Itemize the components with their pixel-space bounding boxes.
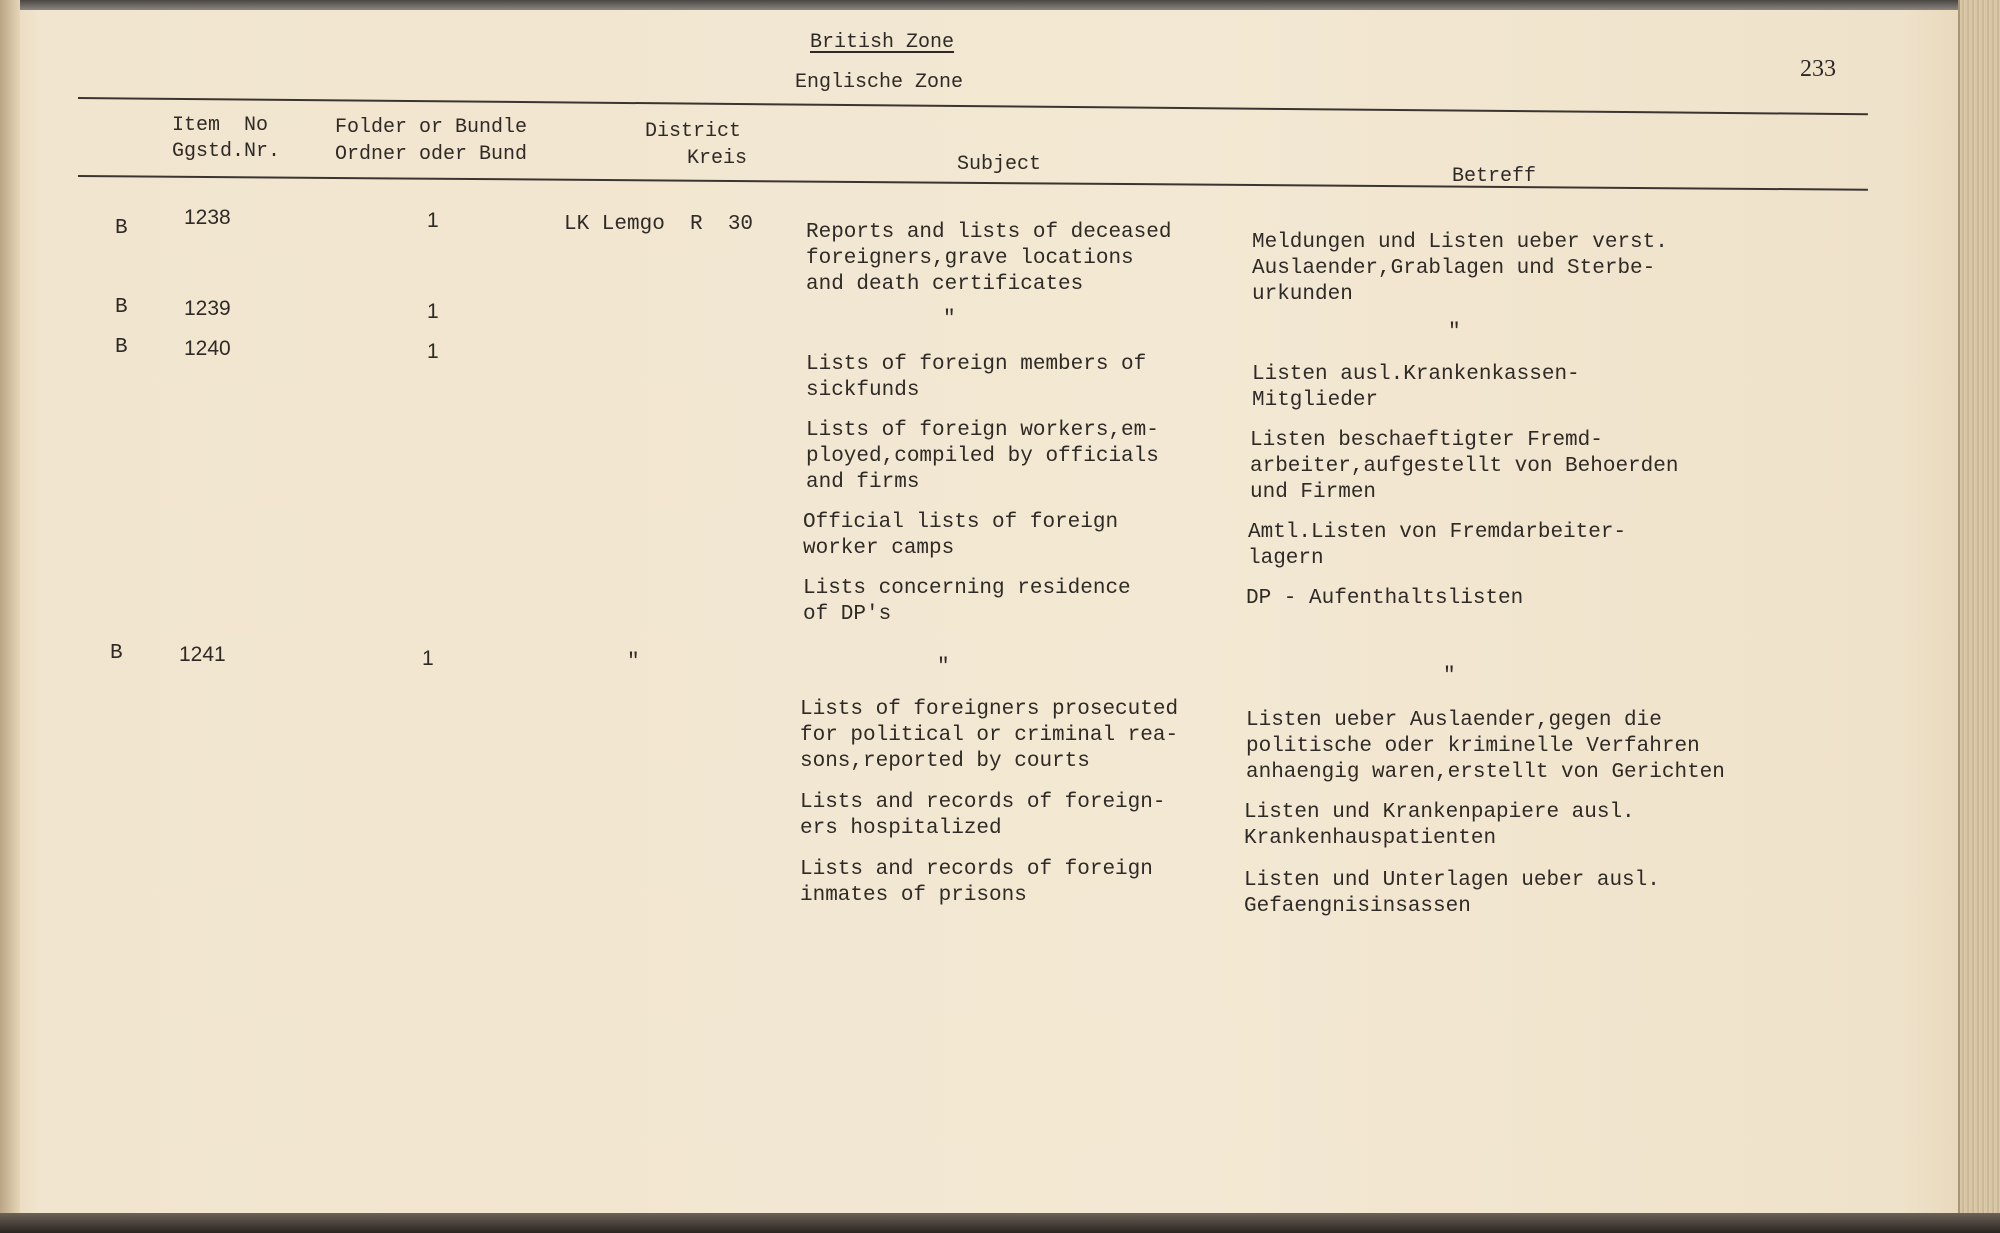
subject-8-line-3: sons,reported by courts [800, 750, 1090, 773]
subject-5-line-1: Official lists of foreign [803, 511, 1119, 534]
betreff-5-line-1: Amtl.Listen von Fremdarbeiter- [1248, 521, 1627, 544]
row-1238-district: LK Lemgo R 30 [564, 213, 754, 236]
betreff-9-line-2: Krankenhauspatienten [1244, 827, 1497, 850]
row-1240-folder: 1 [427, 340, 439, 363]
row-1240-item: 1240 [184, 337, 231, 360]
col-betreff: Betreff [1452, 165, 1537, 188]
subject-3-line-2: sickfunds [806, 379, 920, 402]
book-spine [0, 0, 20, 1233]
subject-2-ditto: " [943, 308, 956, 331]
subject-4-line-1: Lists of foreign workers,em- [806, 419, 1159, 442]
betreff-2-ditto: " [1448, 321, 1461, 344]
col-district-de: Kreis [687, 147, 748, 170]
betreff-3-line-1: Listen ausl.Krankenkassen- [1252, 363, 1580, 386]
row-1241-district-ditto: " [627, 651, 640, 674]
subject-3-line-1: Lists of foreign members of [806, 353, 1147, 376]
col-folder-en: Folder or Bundle [335, 116, 528, 139]
betreff-4-line-1: Listen beschaeftigter Fremd- [1250, 429, 1603, 452]
betreff-10-line-1: Listen und Unterlagen ueber ausl. [1244, 869, 1660, 892]
col-item-no: Item No [172, 114, 269, 137]
betreff-10-line-2: Gefaengnisinsassen [1244, 895, 1471, 918]
col-ggstd-nr: Ggstd.Nr. [172, 140, 281, 163]
betreff-8-line-3: anhaengig waren,erstellt von Gerichten [1246, 761, 1725, 784]
row-1238-letter: B [115, 217, 128, 240]
betreff-4-line-3: und Firmen [1250, 481, 1377, 504]
betreff-5-line-2: lagern [1248, 547, 1324, 570]
subject-6-line-2: of DP's [803, 603, 892, 626]
row-1239-letter: B [115, 296, 128, 319]
subject-9-line-2: ers hospitalized [800, 817, 1002, 840]
subject-10-line-1: Lists and records of foreign [800, 858, 1153, 881]
page-top-edge [0, 0, 2000, 10]
col-folder-de: Ordner oder Bund [335, 143, 528, 166]
betreff-1-line-3: urkunden [1252, 283, 1353, 306]
betreff-1-line-1: Meldungen und Listen ueber verst. [1252, 231, 1668, 254]
row-1238-folder: 1 [427, 209, 439, 232]
subject-4-line-2: ployed,compiled by officials [806, 445, 1159, 468]
zone-title-de: Englische Zone [795, 71, 964, 94]
row-1239-item: 1239 [184, 297, 231, 320]
betreff-8-line-1: Listen ueber Auslaender,gegen die [1246, 709, 1662, 732]
col-subject: Subject [957, 153, 1042, 176]
subject-1-line-2: foreigners,grave locations [806, 247, 1134, 270]
subject-10-line-2: inmates of prisons [800, 884, 1027, 907]
row-1241-item: 1241 [179, 643, 226, 666]
betreff-1-line-2: Auslaender,Grablagen und Sterbe- [1252, 257, 1656, 280]
row-1241-folder: 1 [422, 647, 434, 670]
page-number: 233 [1800, 56, 1836, 82]
header-top-rule [78, 97, 1868, 115]
subject-1-line-3: and death certificates [806, 273, 1084, 296]
subject-4-line-3: and firms [806, 471, 920, 494]
subject-9-line-1: Lists and records of foreign- [800, 791, 1166, 814]
subject-7-ditto: " [937, 656, 950, 679]
betreff-6-line-1: DP - Aufenthaltslisten [1246, 587, 1524, 610]
page-edges [1958, 0, 2000, 1233]
row-1239-folder: 1 [427, 300, 439, 323]
betreff-3-line-2: Mitglieder [1252, 389, 1379, 412]
betreff-7-ditto: " [1443, 665, 1456, 688]
betreff-9-line-1: Listen und Krankenpapiere ausl. [1244, 801, 1635, 824]
betreff-8-line-2: politische oder kriminelle Verfahren [1246, 735, 1700, 758]
row-1238-item: 1238 [184, 206, 231, 229]
subject-8-line-2: for political or criminal rea- [800, 724, 1179, 747]
row-1240-letter: B [115, 336, 128, 359]
col-district-en: District [645, 120, 742, 143]
subject-6-line-1: Lists concerning residence [803, 577, 1131, 600]
row-1241-letter: B [110, 642, 123, 665]
subject-8-line-1: Lists of foreigners prosecuted [800, 698, 1179, 721]
subject-1-line-1: Reports and lists of deceased [806, 221, 1172, 244]
page-bottom-edge [0, 1213, 2000, 1233]
subject-5-line-2: worker camps [803, 537, 955, 560]
zone-title-en: British Zone [810, 31, 955, 54]
betreff-4-line-2: arbeiter,aufgestellt von Behoerden [1250, 455, 1679, 478]
